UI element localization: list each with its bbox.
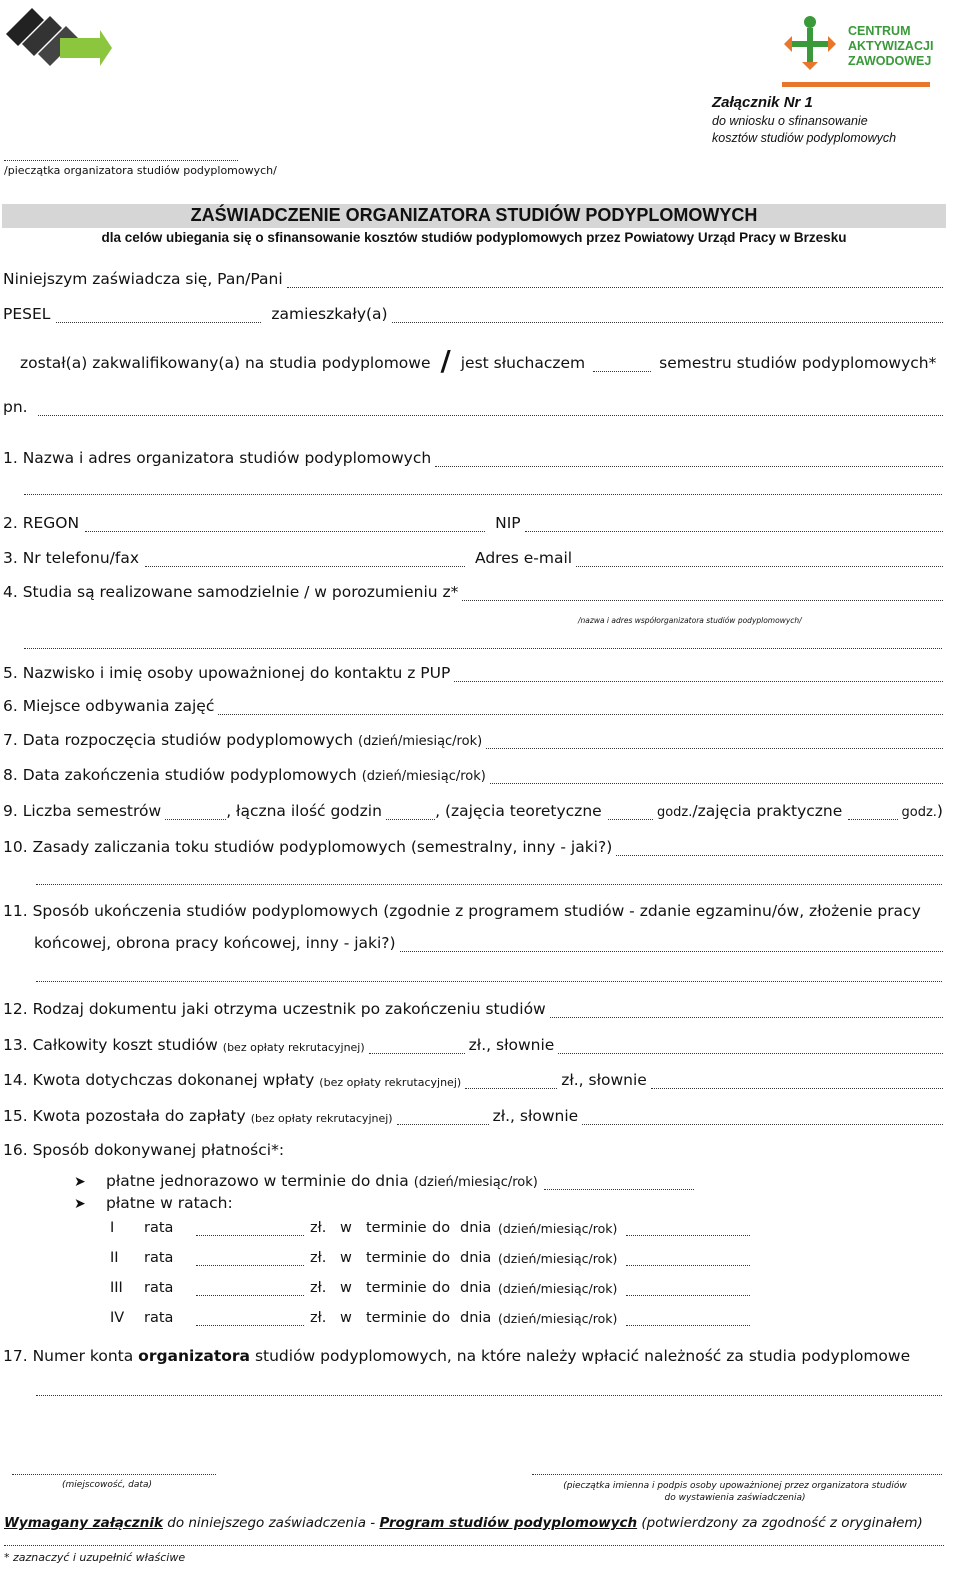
installment-term: terminie	[366, 1310, 427, 1326]
payment-once-date-field[interactable]	[544, 1177, 694, 1190]
pn-label: pn.	[3, 398, 28, 416]
intro-pesel-row	[3, 305, 943, 323]
paid-amount-field[interactable]	[465, 1076, 557, 1089]
installment-term: terminie	[366, 1250, 427, 1266]
account-number-field[interactable]	[36, 1383, 942, 1396]
place-date-field[interactable]	[12, 1462, 216, 1475]
intro-name-row	[3, 270, 943, 288]
installment-rata: rata	[144, 1280, 174, 1296]
footnote: * zaznaczyć i uzupełnić właściwe	[4, 1551, 186, 1564]
payment-installments-label: płatne w ratach:	[106, 1194, 233, 1212]
co-organizer-field-2[interactable]	[24, 636, 942, 649]
installment-dnia: dnia	[460, 1220, 492, 1236]
installment-hint: (dzień/miesiąc/rok)	[498, 1221, 618, 1236]
required-attachment-label: Wymagany załącznik	[4, 1515, 163, 1531]
stamp-caption: /pieczątka organizatora studiów podyplomowych/	[4, 164, 277, 177]
item-10-row	[3, 838, 943, 856]
installment-term: terminie	[366, 1280, 427, 1296]
item-13-unit: zł., słownie	[468, 1036, 555, 1054]
payment-once-label: płatne jednorazowo w terminie do dnia	[106, 1172, 409, 1190]
document-title: ZAŚWIADCZENIE ORGANIZATORA STUDIÓW PODYPLOMOWYCH	[190, 205, 758, 225]
installment-currency: zł.	[310, 1220, 327, 1236]
installment-number: IV	[110, 1310, 125, 1326]
installment-currency: zł.	[310, 1250, 327, 1266]
installment-w: w	[340, 1280, 352, 1296]
email-label: Adres e-mail	[475, 549, 573, 567]
item-13-hint: (bez opłaty rekrutacyjnej)	[222, 1041, 365, 1054]
item-13-label: 13. Całkowity koszt studiów	[3, 1036, 218, 1054]
completion-method-field-2[interactable]	[36, 969, 942, 982]
installment-amount-field[interactable]	[196, 1223, 304, 1236]
item-3-row	[3, 549, 943, 567]
item-11-label-2: końcowej, obrona pracy końcowej, inny - jaki?)	[34, 934, 396, 952]
slash-separator: /	[440, 344, 451, 377]
attachment-subtitle-2: kosztów studiów podyplomowych	[712, 131, 897, 145]
item-8-label: 8. Data zakończenia studiów podyplomowych	[3, 766, 357, 784]
total-cost-words-field[interactable]	[558, 1040, 943, 1054]
item-15-hint: (bez opłaty rekrutacyjnej)	[250, 1112, 393, 1125]
paid-amount-words-field[interactable]	[651, 1075, 943, 1089]
item-9-close: )	[936, 802, 943, 820]
item-14-unit: zł., słownie	[561, 1071, 647, 1089]
required-attachment-text: do niniejszego zaświadczenia -	[162, 1515, 380, 1531]
residence-label: zamieszkały(a)	[271, 305, 388, 323]
residence-field[interactable]	[392, 309, 943, 323]
installment-w: w	[340, 1220, 352, 1236]
item-15-label: 15. Kwota pozostała do zapłaty	[3, 1107, 246, 1125]
required-attachment-note	[4, 1515, 923, 1531]
intro-pn-row	[3, 398, 943, 416]
item-8-row	[3, 766, 943, 784]
completion-rules-field-2[interactable]	[36, 872, 942, 885]
item-6-row	[3, 697, 943, 715]
co-organizer-caption: /nazwa i adres współorganizatora studiów podyplomowych/	[578, 616, 802, 625]
logo-line-2: AKTYWIZACJI	[848, 39, 934, 53]
practice-hours-field[interactable]	[848, 807, 897, 820]
regon-label: 2. REGON	[3, 514, 80, 532]
semesters-field[interactable]	[165, 807, 226, 820]
installment-rata: rata	[144, 1310, 174, 1326]
location-field[interactable]	[218, 701, 943, 715]
installment-currency: zł.	[310, 1310, 327, 1326]
certified-text: (potwierdzony za zgodność z oryginałem)	[637, 1515, 923, 1531]
installment-hint: (dzień/miesiąc/rok)	[498, 1311, 618, 1326]
installment-hint: (dzień/miesiąc/rok)	[498, 1251, 618, 1266]
item-12-row	[3, 1000, 943, 1018]
item-9-row	[3, 802, 943, 820]
installment-do: do	[432, 1250, 451, 1266]
installment-dnia: dnia	[460, 1250, 492, 1266]
item-4-label: 4. Studia są realizowane samodzielnie / w porozumieniu z*	[3, 583, 459, 601]
item-13-row	[3, 1036, 943, 1054]
item-15-unit: zł., słownie	[492, 1107, 579, 1125]
phone-field[interactable]	[145, 554, 465, 567]
installment-dnia: dnia	[460, 1310, 492, 1326]
start-date-field[interactable]	[486, 735, 943, 749]
item-8-hint: (dzień/miesiąc/rok)	[361, 769, 486, 784]
item-11-row-2	[34, 934, 943, 952]
student-label: jest słuchaczem	[460, 354, 586, 372]
installment-amount-field[interactable]	[196, 1313, 304, 1326]
item-5-label: 5. Nazwisko i imię osoby upoważnionej do kontaktu z PUP	[3, 664, 451, 682]
installment-hint: (dzień/miesiąc/rok)	[498, 1281, 618, 1296]
pesel-label: PESEL	[3, 305, 51, 323]
caz-logo-icon	[780, 8, 850, 78]
signature-caption-2: do wystawienia zaświadczenia)	[664, 1493, 806, 1503]
hours-field[interactable]	[386, 807, 435, 820]
completion-method-field[interactable]	[400, 938, 943, 952]
installment-row	[110, 1250, 770, 1266]
installment-row	[110, 1310, 770, 1326]
total-cost-field[interactable]	[369, 1041, 465, 1054]
item-17-row	[3, 1347, 943, 1365]
item-12-label: 12. Rodzaj dokumentu jaki otrzyma uczestnik po zakończeniu studiów	[3, 1000, 546, 1018]
installment-w: w	[340, 1250, 352, 1266]
bullet-arrow-icon: ➤	[74, 1196, 86, 1212]
theory-hours-field[interactable]	[608, 807, 653, 820]
payment-once-hint: (dzień/miesiąc/rok)	[413, 1175, 538, 1190]
installment-date-field[interactable]	[626, 1223, 750, 1236]
item-14-label: 14. Kwota dotychczas dokonanej wpłaty	[3, 1071, 315, 1089]
qualified-label: został(a) zakwalifikowany(a) na studia podyplomowe	[20, 354, 431, 372]
installment-do: do	[432, 1220, 451, 1236]
co-organizer-field[interactable]	[462, 587, 943, 601]
item-1-row	[3, 449, 943, 467]
program-label: Program studiów podyplomowych	[379, 1515, 638, 1531]
item-14-row	[3, 1071, 943, 1089]
signature-field[interactable]	[532, 1462, 942, 1475]
stamp-line	[4, 160, 238, 161]
installment-date-field[interactable]	[626, 1283, 750, 1296]
installment-rata: rata	[144, 1220, 174, 1236]
program-name-field[interactable]	[38, 402, 943, 416]
semesters-label: 9. Liczba semestrów	[3, 802, 162, 820]
item-14-hint: (bez opłaty rekrutacyjnej)	[319, 1076, 462, 1089]
installment-w: w	[340, 1310, 352, 1326]
payment-once-row	[74, 1172, 774, 1190]
item-17-label-bold: organizatora	[138, 1347, 251, 1365]
completion-rules-field[interactable]	[616, 842, 943, 856]
installment-do: do	[432, 1310, 451, 1326]
item-6-label: 6. Miejsce odbywania zajęć	[3, 697, 215, 715]
item-2-row	[3, 514, 943, 532]
semester-label: semestru studiów podyplomowych*	[659, 354, 937, 372]
contact-person-field[interactable]	[454, 668, 943, 682]
intro-name-label: Niniejszym zaświadcza się, Pan/Pani	[3, 270, 283, 288]
item-7-hint: (dzień/miesiąc/rok)	[358, 734, 483, 749]
remaining-amount-words-field[interactable]	[582, 1111, 943, 1125]
item-17-label-a: 17. Numer konta	[3, 1347, 139, 1365]
end-date-field[interactable]	[490, 770, 943, 784]
phone-label: 3. Nr telefonu/fax	[3, 549, 140, 567]
installment-row	[110, 1280, 770, 1296]
item-17-label-c: studiów podyplomowych, na które należy wpłacić należność za studia podyplomowe	[250, 1347, 911, 1365]
attachment-subtitle-1: do wniosku o sfinansowanie	[712, 114, 868, 128]
theory-label: , (zajęcia teoretyczne	[435, 802, 602, 820]
installment-rata: rata	[144, 1250, 174, 1266]
nip-field[interactable]	[525, 518, 943, 532]
installment-term: terminie	[366, 1220, 427, 1236]
organizer-logo	[4, 4, 114, 74]
logo-line-1: CENTRUM	[848, 24, 911, 38]
signature-caption-1: (pieczątka imienna i podpis osoby upoważnionej przez organizatora studiów	[563, 1481, 907, 1491]
bullet-arrow-icon: ➤	[74, 1174, 86, 1190]
name-field[interactable]	[287, 274, 943, 288]
item-5-row	[3, 664, 943, 682]
installment-amount-field[interactable]	[196, 1253, 304, 1266]
installment-amount-field[interactable]	[196, 1283, 304, 1296]
item-16-label: 16. Sposób dokonywanej płatności*:	[3, 1141, 285, 1159]
item-7-row	[3, 731, 943, 749]
attachment-title: Załącznik Nr 1	[712, 94, 813, 111]
hours-label: , łączna ilość godzin	[226, 802, 382, 820]
installment-number: II	[110, 1250, 119, 1266]
theory-hours-unit: godz.	[656, 805, 693, 820]
installment-row	[110, 1220, 770, 1236]
logo-line-3: ZAWODOWEJ	[848, 54, 932, 68]
semester-field[interactable]	[593, 359, 651, 372]
item-10-label: 10. Zasady zaliczania toku studiów podyplomowych (semestralny, inny - jaki?)	[3, 838, 613, 856]
nip-label: NIP	[495, 514, 521, 532]
item-7-label: 7. Data rozpoczęcia studiów podyplomowych	[3, 731, 354, 749]
document-type-field[interactable]	[550, 1004, 943, 1018]
item-4-row	[3, 583, 943, 601]
installment-date-field[interactable]	[626, 1253, 750, 1266]
organizer-address-field[interactable]	[24, 482, 942, 495]
item-15-row	[3, 1107, 943, 1125]
pesel-field[interactable]	[56, 310, 261, 323]
footer-divider	[4, 1545, 944, 1546]
installment-date-field[interactable]	[626, 1313, 750, 1326]
caz-logo	[780, 8, 940, 88]
regon-field[interactable]	[85, 519, 485, 532]
organizer-name-field[interactable]	[435, 453, 943, 467]
item-1-label: 1. Nazwa i adres organizatora studiów podyplomowych	[3, 449, 432, 467]
email-field[interactable]	[576, 553, 943, 567]
item-11-label-1: 11. Sposób ukończenia studiów podyplomowych (zgodnie z programem studiów - zdanie egzaminu/ów, złożenie pracy	[3, 902, 921, 920]
installment-number: III	[110, 1280, 123, 1296]
installment-dnia: dnia	[460, 1280, 492, 1296]
practice-hours-unit: godz.	[901, 805, 937, 820]
installment-do: do	[432, 1280, 451, 1296]
installment-currency: zł.	[310, 1280, 327, 1296]
payment-installments-row	[74, 1194, 474, 1212]
intro-qualified-row	[20, 344, 943, 377]
document-subtitle: dla celów ubiegania się o sfinansowanie kosztów studiów podyplomowych przez Powiatowy Urząd Pracy w Brzesku	[101, 230, 847, 245]
installment-number: I	[110, 1220, 115, 1236]
remaining-amount-field[interactable]	[397, 1112, 489, 1125]
place-date-caption: (miejscowość, data)	[62, 1480, 152, 1490]
practice-label: /zajęcia praktyczne	[692, 802, 843, 820]
logo-underline	[782, 82, 930, 87]
